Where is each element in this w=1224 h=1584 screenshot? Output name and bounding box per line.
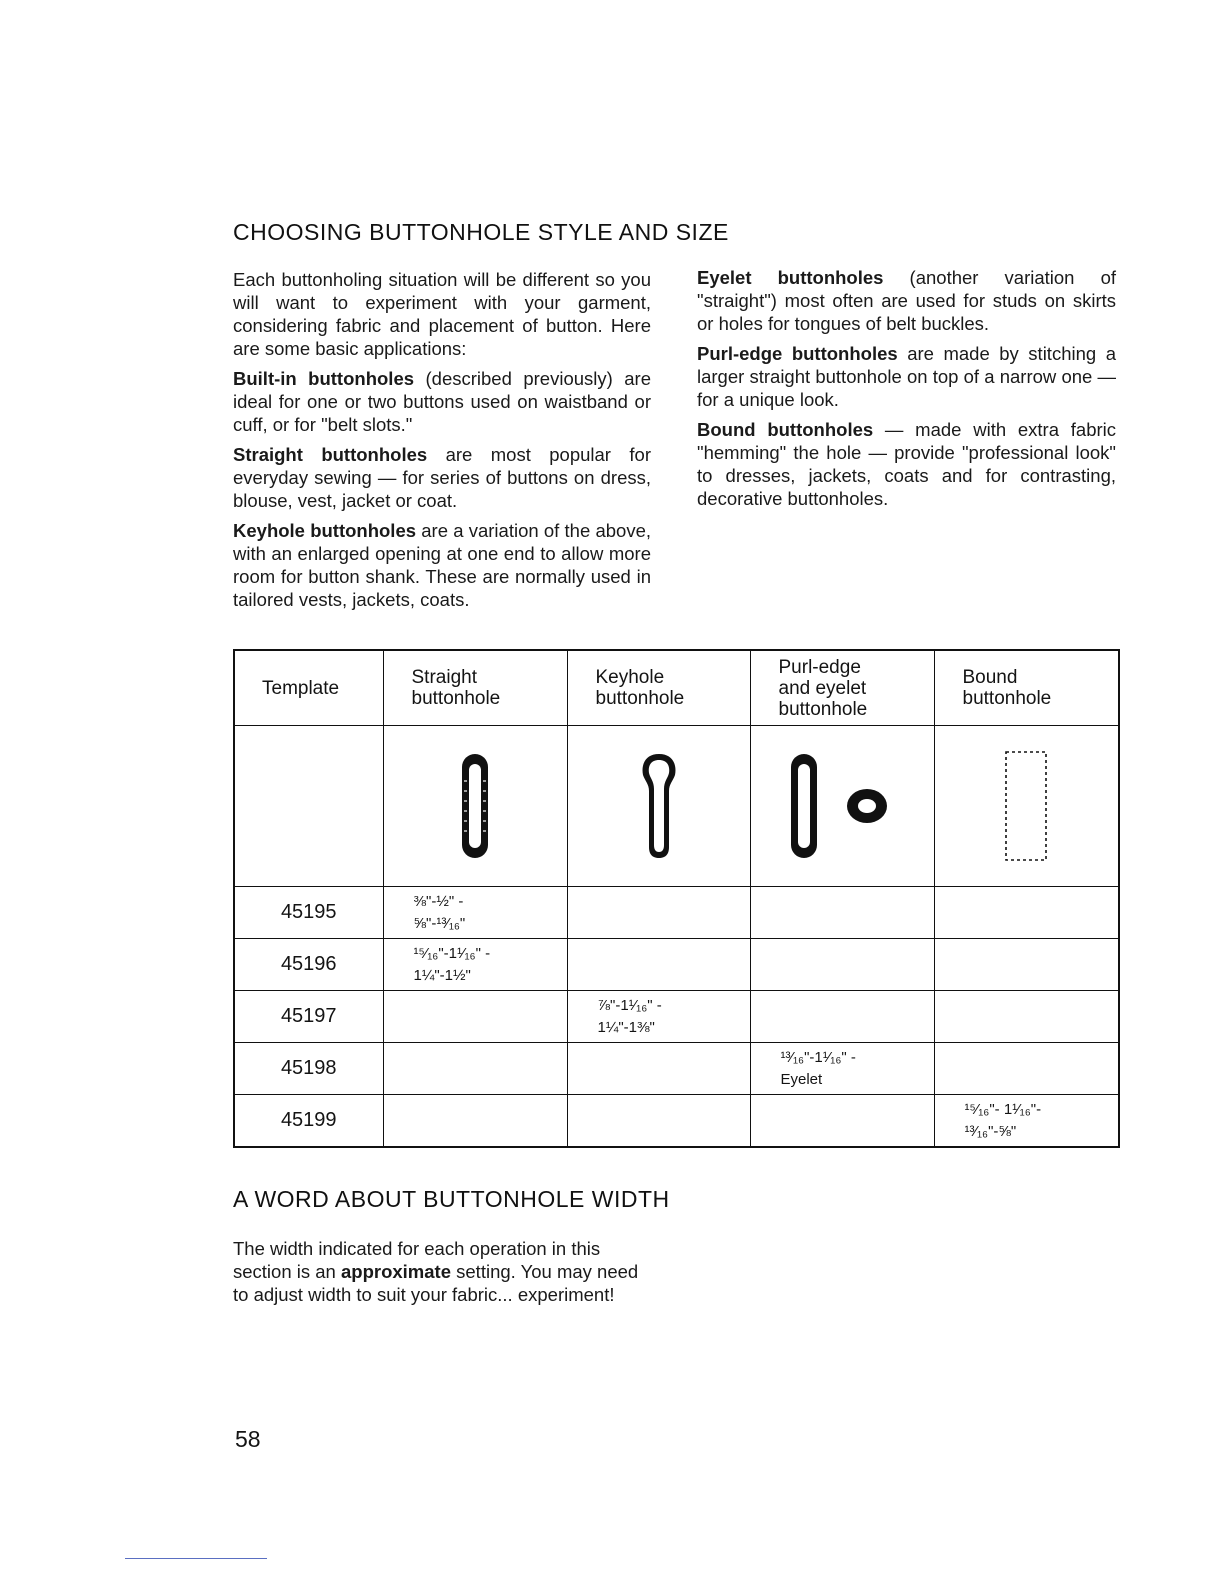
- keyhole-buttonhole-icon: [637, 751, 681, 861]
- table-illustration-row: [234, 726, 1119, 887]
- template-table: [233, 649, 1120, 1148]
- template-number: 45197: [234, 991, 383, 1043]
- keyhole-paragraph: [233, 519, 651, 611]
- straight-size-cell: ¹⁵⁄₁₆"-1¹⁄₁₆" - 1¼"-1½": [383, 939, 567, 991]
- bound-term: Bound buttonholes: [697, 419, 874, 440]
- width-paragraph-block: [233, 1237, 653, 1313]
- keyhole-term: Keyhole buttonholes: [233, 520, 417, 541]
- straight-text: are most popular for everyday sewing — for series of buttons on dress, blouse, vest, jacket or coat.: [233, 444, 651, 511]
- straight-illustration-cell: [383, 726, 567, 887]
- table-row: [234, 991, 1119, 1043]
- table-row: [234, 1095, 1119, 1148]
- left-column: [233, 268, 651, 618]
- keyhole-illustration-cell: [567, 726, 750, 887]
- keyhole-text: are a variation of the above, with an enlarged opening at one end to allow more room for button shank. These are normally used in tailored vests, jackets, coats.: [233, 520, 651, 610]
- purl-size-cell: [750, 991, 934, 1043]
- bound-paragraph: [697, 418, 1116, 510]
- builtin-paragraph: [233, 367, 651, 436]
- keyhole-size-cell: [567, 939, 750, 991]
- template-number: 45199: [234, 1095, 383, 1148]
- purl-term: Purl-edge buttonholes: [697, 343, 898, 364]
- header-purl-eyelet: Purl-edge and eyelet buttonhole: [750, 650, 934, 726]
- table-row: [234, 1043, 1119, 1095]
- intro-paragraph: Each buttonholing situation will be different so you will want to experiment with your garment, considering fabric and placement of button. Here are some basic applications:: [233, 269, 651, 359]
- straight-paragraph: [233, 443, 651, 512]
- template-number: 45195: [234, 887, 383, 939]
- width-heading: A WORD ABOUT BUTTONHOLE WIDTH: [233, 1186, 670, 1212]
- eyelet-paragraph: [697, 266, 1116, 335]
- builtin-text: (described previously) are ideal for one or two buttons used on waistband or cuff, or for "belt slots.": [233, 368, 652, 435]
- bound-size-cell: ¹⁵⁄₁₆"- 1¹⁄₁₆"- ¹³⁄₁₆"-⅝": [934, 1095, 1119, 1148]
- header-template: Template: [234, 650, 383, 726]
- eyelet-text: (another variation of "straight") most often are used for studs on skirts or holes for tongues of belt buckles.: [697, 267, 1116, 334]
- bound-size-cell: [934, 991, 1119, 1043]
- keyhole-size-cell: [567, 1095, 750, 1148]
- footer-rule: [125, 1558, 267, 1559]
- straight-term: Straight buttonholes: [233, 444, 428, 465]
- right-column: [697, 266, 1116, 517]
- purl-eyelet-illustration-cell: [750, 726, 934, 887]
- bound-size-cell: [934, 1043, 1119, 1095]
- straight-size-cell: [383, 1095, 567, 1148]
- purl-paragraph: [697, 342, 1116, 411]
- section-heading: CHOOSING BUTTONHOLE STYLE AND SIZE: [233, 219, 729, 245]
- width-paragraph: The width indicated for each operation in this section is an approximate setting. You may need to adjust width to suit your fabric... experiment!: [233, 1238, 639, 1305]
- keyhole-size-cell: [567, 1043, 750, 1095]
- header-bound: Bound buttonhole: [934, 650, 1119, 726]
- purl-size-cell: [750, 1095, 934, 1148]
- template-number: 45198: [234, 1043, 383, 1095]
- keyhole-size-cell: ⅞"-1¹⁄₁₆" - 1¼"-1⅜": [567, 991, 750, 1043]
- builtin-term: Built-in buttonholes: [233, 368, 415, 389]
- page-number: 58: [235, 1426, 261, 1452]
- straight-size-cell: [383, 991, 567, 1043]
- straight-buttonhole-icon: [455, 751, 495, 861]
- purl-text: are made by stitching a larger straight buttonhole on top of a narrow one — for a unique look.: [697, 343, 1116, 410]
- table-header-row: [234, 650, 1119, 726]
- bound-illustration-cell: [934, 726, 1119, 887]
- purl-size-cell: [750, 887, 934, 939]
- template-number: 45196: [234, 939, 383, 991]
- eyelet-term: Eyelet buttonholes: [697, 267, 884, 288]
- purl-eyelet-buttonhole-icon: [787, 751, 897, 861]
- straight-size-cell: [383, 1043, 567, 1095]
- purl-size-cell: [750, 939, 934, 991]
- purl-size-cell: ¹³⁄₁₆"-1¹⁄₁₆" - Eyelet: [750, 1043, 934, 1095]
- bound-size-cell: [934, 887, 1119, 939]
- table-row: [234, 887, 1119, 939]
- bound-size-cell: [934, 939, 1119, 991]
- header-straight: Straight buttonhole: [383, 650, 567, 726]
- bound-text: — made with extra fabric "hemming" the hole — provide "professional look" to dresses, jackets, coats and for contrasting, decorative buttonholes.: [697, 419, 1116, 509]
- bound-buttonhole-icon: [1001, 749, 1051, 864]
- keyhole-size-cell: [567, 887, 750, 939]
- approximate-term: approximate: [340, 1261, 451, 1282]
- header-keyhole: Keyhole buttonhole: [567, 650, 750, 726]
- table-row: [234, 939, 1119, 991]
- straight-size-cell: ⅜"-½" - ⅝"-¹³⁄₁₆": [383, 887, 567, 939]
- illustration-empty-cell: [234, 726, 383, 887]
